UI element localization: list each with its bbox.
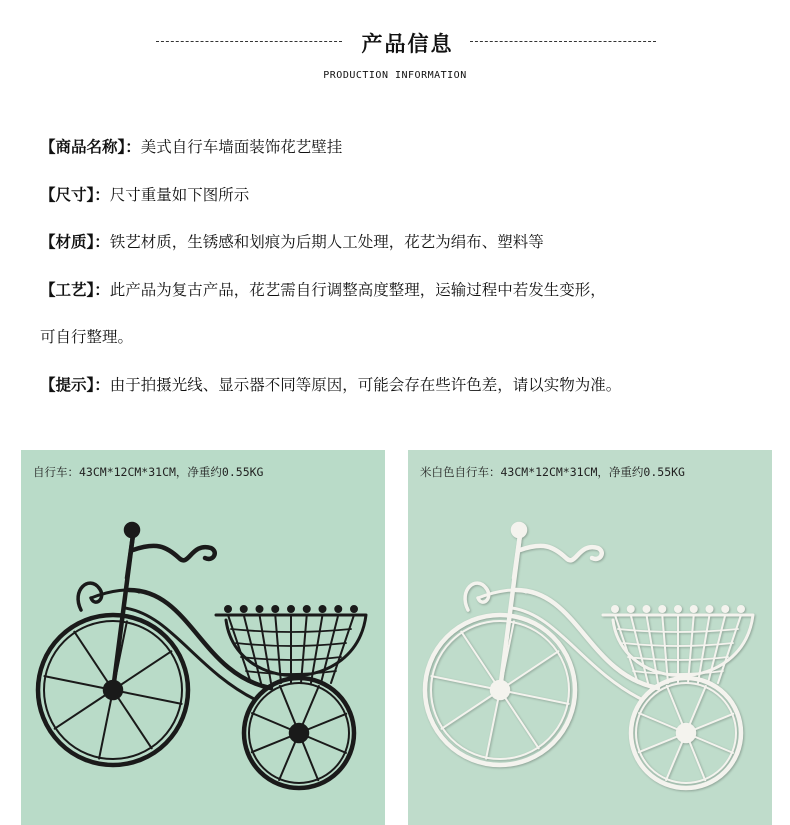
info-separator: ：	[94, 375, 110, 394]
info-label: 【商品名称】	[40, 138, 126, 156]
info-row-craft	[40, 276, 760, 324]
info-row-name	[40, 133, 760, 181]
info-separator: ：	[125, 138, 141, 156]
info-row-tip	[40, 371, 760, 419]
info-label: 【提示】	[40, 375, 95, 394]
info-label: 【工艺】	[40, 280, 95, 299]
section-header	[0, 22, 790, 92]
photo-caption: 自行车：43CM*12CM*31CM，净重约0.55KG	[33, 465, 264, 479]
info-label: 【材质】	[40, 233, 95, 251]
info-value: 铁艺材质，生锈感和划痕为后期人工处理，花艺为绢布、塑料等	[109, 233, 544, 251]
info-value: 由于拍摄光线、显示器不同等原因，可能会存在些许色差，请以实物为准。	[109, 375, 622, 394]
photo-caption: 米白色自行车：43CM*12CM*31CM，净重约0.55KG	[420, 465, 685, 479]
product-photo-black	[21, 450, 385, 825]
info-row-material	[40, 228, 760, 276]
info-value: 美式自行车墙面装饰花艺壁挂	[140, 138, 343, 156]
info-row-craft-continued	[40, 323, 760, 371]
info-value: 可自行整理。	[40, 328, 134, 346]
bicycle-image	[408, 450, 772, 825]
header-divider-right	[470, 41, 656, 42]
section-subtitle: PRODUCTION INFORMATION	[323, 70, 467, 81]
info-separator: ：	[94, 185, 110, 204]
header-divider-left	[156, 41, 342, 42]
info-value: 尺寸重量如下图所示	[109, 185, 250, 204]
info-separator: ：	[94, 233, 110, 251]
product-photo-white	[408, 450, 772, 825]
section-title: 产品信息	[361, 32, 454, 56]
info-label: 【尺寸】	[40, 185, 95, 204]
bicycle-image	[21, 450, 385, 825]
info-separator: ：	[94, 280, 110, 299]
product-info-list	[40, 133, 760, 418]
info-row-size	[40, 181, 760, 229]
info-value: 此产品为复古产品，花艺需自行调整高度整理，运输过程中若发生变形，	[109, 280, 606, 299]
